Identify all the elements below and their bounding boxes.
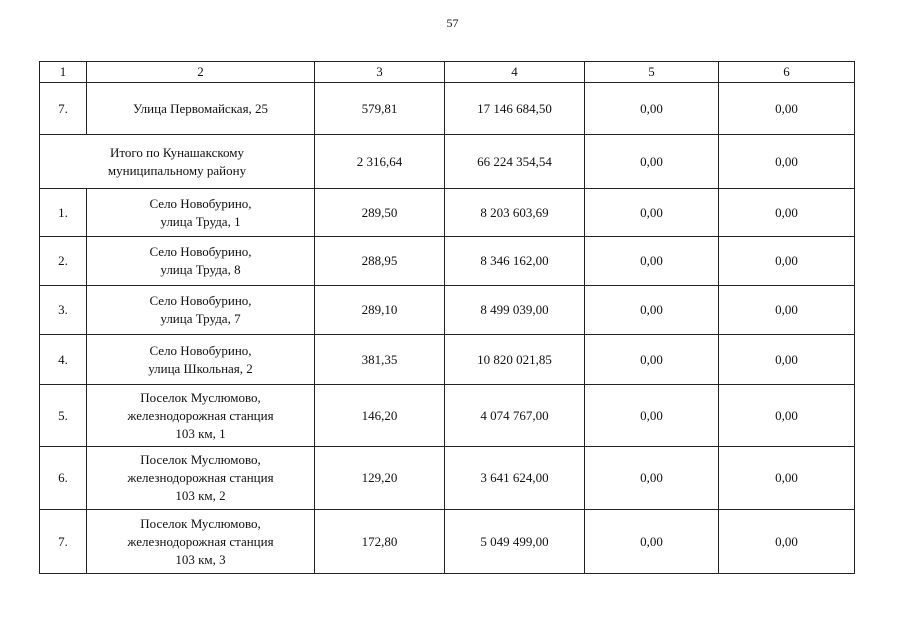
table-row bbox=[40, 385, 855, 447]
table-body bbox=[40, 83, 855, 574]
column-header: 5 bbox=[585, 62, 719, 83]
object-name: Село Новобурино, улица Труда, 7 bbox=[87, 286, 315, 335]
cell-col5: 0,00 bbox=[585, 385, 719, 447]
cell-col6: 0,00 bbox=[719, 83, 855, 135]
row-number: 7. bbox=[40, 510, 87, 574]
column-header: 4 bbox=[445, 62, 585, 83]
row-number: 4. bbox=[40, 335, 87, 385]
header-row bbox=[40, 62, 855, 83]
table-row bbox=[40, 237, 855, 286]
cell-cost: 10 820 021,85 bbox=[445, 335, 585, 385]
cell-area: 129,20 bbox=[315, 447, 445, 510]
data-table bbox=[39, 61, 855, 574]
cell-col6: 0,00 bbox=[719, 189, 855, 237]
row-number: 6. bbox=[40, 447, 87, 510]
row-number: 2. bbox=[40, 237, 87, 286]
cell-col6: 0,00 bbox=[719, 510, 855, 574]
table-row bbox=[40, 447, 855, 510]
cell-col6: 0,00 bbox=[719, 335, 855, 385]
table-row bbox=[40, 189, 855, 237]
object-name: Поселок Муслюмово, железнодорожная станция 103 км, 3 bbox=[87, 510, 315, 574]
cell-col6: 0,00 bbox=[719, 286, 855, 335]
total-row bbox=[40, 135, 855, 189]
cell-col5: 0,00 bbox=[585, 83, 719, 135]
cell-col5: 0,00 bbox=[585, 510, 719, 574]
object-name: Поселок Муслюмово, железнодорожная станция 103 км, 1 bbox=[87, 385, 315, 447]
row-number: 5. bbox=[40, 385, 87, 447]
cell-cost: 17 146 684,50 bbox=[445, 83, 585, 135]
table-row bbox=[40, 335, 855, 385]
column-header: 6 bbox=[719, 62, 855, 83]
cell-area: 172,80 bbox=[315, 510, 445, 574]
cell-area: 381,35 bbox=[315, 335, 445, 385]
cell-area: 289,50 bbox=[315, 189, 445, 237]
cell-col5: 0,00 bbox=[585, 335, 719, 385]
cell-cost: 3 641 624,00 bbox=[445, 447, 585, 510]
cell-area: 288,95 bbox=[315, 237, 445, 286]
cell-cost: 5 049 499,00 bbox=[445, 510, 585, 574]
object-name: Село Новобурино, улица Труда, 1 bbox=[87, 189, 315, 237]
cell-area: 146,20 bbox=[315, 385, 445, 447]
row-number: 7. bbox=[40, 83, 87, 135]
object-name: Улица Первомайская, 25 bbox=[87, 83, 315, 135]
cell-cost: 8 499 039,00 bbox=[445, 286, 585, 335]
cell-cost: 4 074 767,00 bbox=[445, 385, 585, 447]
cell-col5: 0,00 bbox=[585, 447, 719, 510]
object-name: Село Новобурино, улица Труда, 8 bbox=[87, 237, 315, 286]
object-name: Село Новобурино, улица Школьная, 2 bbox=[87, 335, 315, 385]
cell-col6: 0,00 bbox=[719, 237, 855, 286]
cell-col6: 0,00 bbox=[719, 135, 855, 189]
page-number: 57 bbox=[446, 16, 459, 30]
table-row bbox=[40, 286, 855, 335]
cell-cost: 66 224 354,54 bbox=[445, 135, 585, 189]
cell-cost: 8 203 603,69 bbox=[445, 189, 585, 237]
cell-col5: 0,00 bbox=[585, 286, 719, 335]
cell-area: 2 316,64 bbox=[315, 135, 445, 189]
column-header: 3 bbox=[315, 62, 445, 83]
table-row bbox=[40, 510, 855, 574]
cell-area: 579,81 bbox=[315, 83, 445, 135]
row-number: 3. bbox=[40, 286, 87, 335]
cell-col5: 0,00 bbox=[585, 237, 719, 286]
cell-area: 289,10 bbox=[315, 286, 445, 335]
row-number: 1. bbox=[40, 189, 87, 237]
cell-col6: 0,00 bbox=[719, 447, 855, 510]
column-header: 1 bbox=[40, 62, 87, 83]
cell-col5: 0,00 bbox=[585, 135, 719, 189]
cell-cost: 8 346 162,00 bbox=[445, 237, 585, 286]
object-name: Поселок Муслюмово, железнодорожная станция 103 км, 2 bbox=[87, 447, 315, 510]
total-label: Итого по Кунашакскому муниципальному району bbox=[40, 135, 315, 189]
column-header: 2 bbox=[87, 62, 315, 83]
cell-col5: 0,00 bbox=[585, 189, 719, 237]
table-row bbox=[40, 83, 855, 135]
cell-col6: 0,00 bbox=[719, 385, 855, 447]
